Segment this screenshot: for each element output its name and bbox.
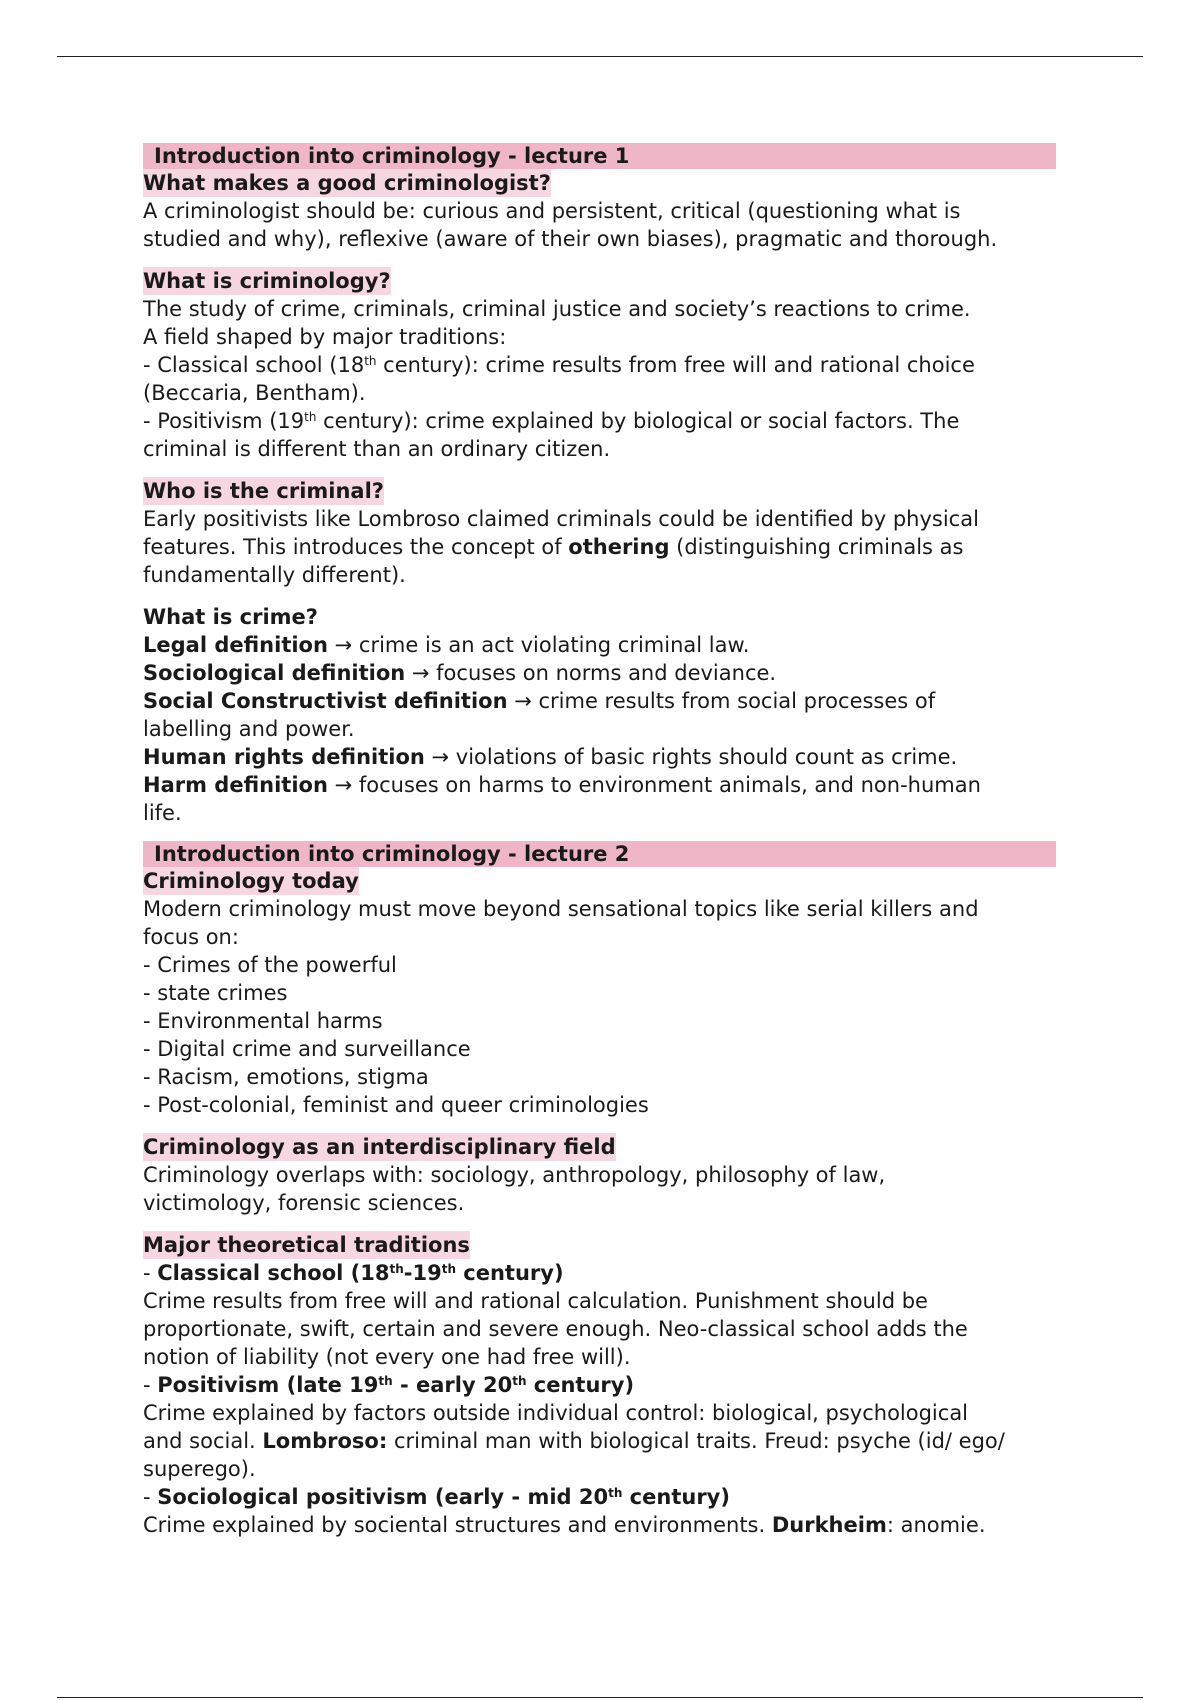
list-item: - Classical school (18th century): crime results from free will and rational choice <box>143 353 975 377</box>
paragraph-line: labelling and power. <box>143 717 355 741</box>
paragraph-line: life. <box>143 801 182 825</box>
section-interdisciplinary <box>143 1133 1056 1217</box>
paragraph-line: superego). <box>143 1457 256 1481</box>
list-item: - Crimes of the powerful <box>143 953 397 977</box>
paragraph-line: Criminology overlaps with: sociology, anthropology, philosophy of law, <box>143 1163 886 1187</box>
paragraph-line: (Beccaria, Bentham). <box>143 381 366 405</box>
section-what-is-crime <box>143 603 1056 827</box>
paragraph-line: A criminologist should be: curious and persistent, critical (questioning what is <box>143 199 961 223</box>
paragraph-line: The study of crime, criminals, criminal justice and society’s reactions to crime. <box>143 297 971 321</box>
tradition-sociological-heading: - Sociological positivism (early - mid 20th century) <box>143 1485 730 1509</box>
paragraph-line: notion of liability (not every one had free will). <box>143 1345 631 1369</box>
tradition-positivism-heading: - Positivism (late 19th - early 20th century) <box>143 1373 635 1397</box>
list-item: - Environmental harms <box>143 1009 383 1033</box>
section-theoretical-traditions <box>143 1231 1056 1539</box>
paragraph-line: proportionate, swift, certain and severe enough. Neo-classical school adds the <box>143 1317 968 1341</box>
list-item: - state crimes <box>143 981 288 1005</box>
paragraph-line: Modern criminology must move beyond sensational topics like serial killers and <box>143 897 979 921</box>
paragraph-line: Crime explained by sociental structures and environments. Durkheim: anomie. <box>143 1513 986 1537</box>
list-item: - Post-colonial, feminist and queer criminologies <box>143 1093 649 1117</box>
document-body <box>143 143 1056 1539</box>
paragraph-line: features. This introduces the concept of othering (distinguishing criminals as <box>143 535 964 559</box>
section-title: Major theoretical traditions <box>143 1233 470 1257</box>
header-rule <box>57 56 1143 57</box>
section-title: What is crime? <box>143 605 318 629</box>
section-title: What is criminology? <box>143 269 391 293</box>
footer-rule <box>57 1697 1143 1698</box>
section-what-is-criminology <box>143 267 1056 463</box>
definition-sociological: Sociological definition → focuses on norms and deviance. <box>143 661 777 685</box>
paragraph-line: studied and why), reflexive (aware of their own biases), pragmatic and thorough. <box>143 227 998 251</box>
lecture-2-heading: Introduction into criminology - lecture 2 <box>143 841 1056 867</box>
paragraph-line: Crime results from free will and rational calculation. Punishment should be <box>143 1289 928 1313</box>
paragraph-line: Crime explained by factors outside individual control: biological, psychological <box>143 1401 969 1425</box>
definition-legal: Legal definition → crime is an act violating criminal law. <box>143 633 750 657</box>
paragraph-line: focus on: <box>143 925 239 949</box>
section-title: Who is the criminal? <box>143 479 384 503</box>
tradition-classical-heading: - Classical school (18th-19th century) <box>143 1261 564 1285</box>
paragraph-line: fundamentally different). <box>143 563 406 587</box>
list-item: - Digital crime and surveillance <box>143 1037 471 1061</box>
paragraph-line: A field shaped by major traditions: <box>143 325 507 349</box>
section-title: Criminology today <box>143 869 359 893</box>
paragraph-line: Early positivists like Lombroso claimed criminals could be identified by physical <box>143 507 979 531</box>
list-item: - Positivism (19th century): crime explained by biological or social factors. The <box>143 409 960 433</box>
definition-human-rights: Human rights definition → violations of basic rights should count as crime. <box>143 745 958 769</box>
paragraph-line: victimology, forensic sciences. <box>143 1191 465 1215</box>
section-who-is-criminal <box>143 477 1056 589</box>
list-item: - Racism, emotions, stigma <box>143 1065 429 1089</box>
paragraph-line: and social. Lombroso: criminal man with biological traits. Freud: psyche (id/ ego/ <box>143 1429 1005 1453</box>
definition-social-constructivist: Social Constructivist definition → crime results from social processes of <box>143 689 936 713</box>
lecture-1-heading: Introduction into criminology - lecture 1 <box>143 143 1056 169</box>
paragraph-line: criminal is different than an ordinary citizen. <box>143 437 611 461</box>
section-good-criminologist <box>143 169 1056 253</box>
section-title: Criminology as an interdisciplinary field <box>143 1135 616 1159</box>
definition-harm: Harm definition → focuses on harms to environment animals, and non-human <box>143 773 981 797</box>
section-criminology-today <box>143 867 1056 1119</box>
section-title: What makes a good criminologist? <box>143 171 551 195</box>
